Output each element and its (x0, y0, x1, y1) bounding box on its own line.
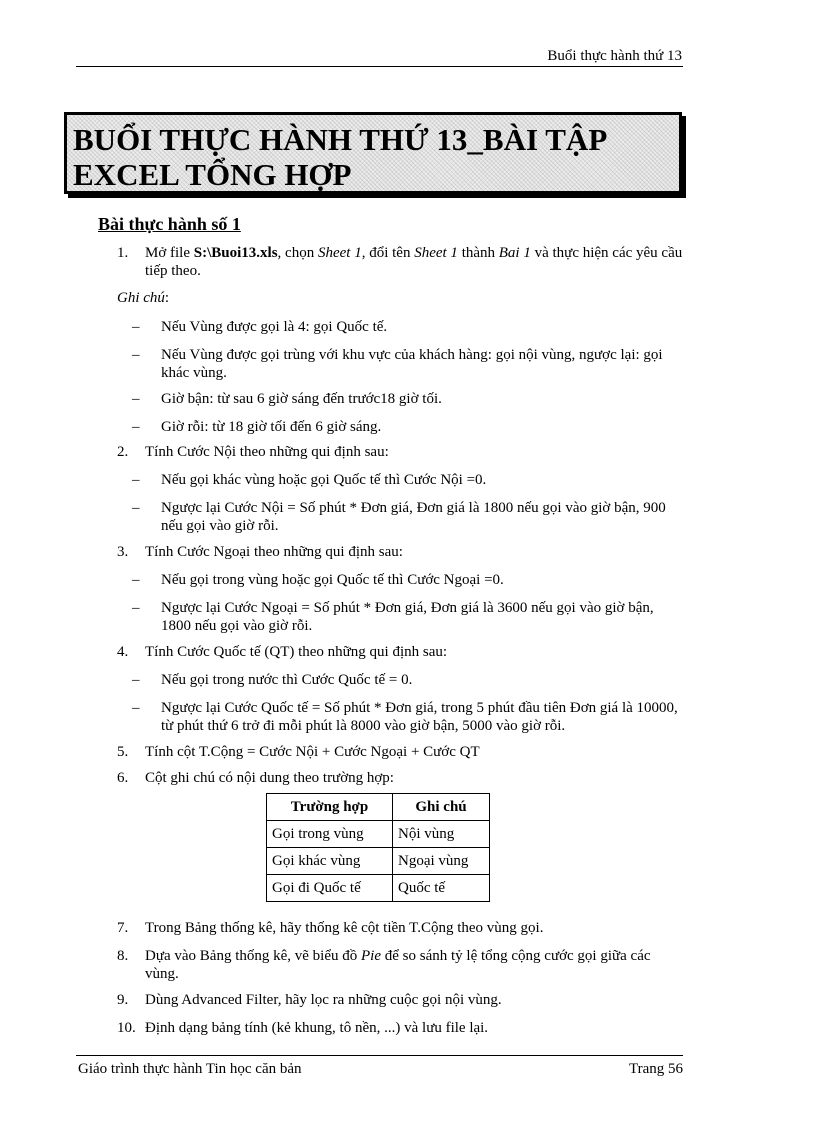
table-cell: Quốc tế (393, 875, 490, 902)
table-header-row (267, 794, 490, 821)
exercise-text: Mở file S:\Buoi13.xls, chọn Sheet 1, đổi tên Sheet 1 thành Bai 1 và thực hiện các yêu cầu tiếp theo. (145, 245, 683, 279)
table-cell: Gọi khác vùng (267, 848, 393, 875)
cases-table (266, 793, 490, 902)
exercise-number: 1. (117, 245, 129, 261)
table-cell: Ngoại vùng (393, 848, 490, 875)
table-cell: Gọi trong vùng (267, 821, 393, 848)
table-row (267, 821, 490, 848)
footer-title: Giáo trình thực hành Tin học căn bản (78, 1061, 302, 1077)
column-header: Ghi chú (393, 794, 490, 821)
table-cell: Gọi đi Quốc tế (267, 875, 393, 902)
header-rule (76, 66, 683, 67)
title-box (64, 112, 682, 194)
page-header: Buổi thực hành thứ 13 (547, 48, 682, 64)
footer-rule (76, 1055, 683, 1056)
column-header: Trường hợp (267, 794, 393, 821)
section-heading: Bài thực hành số 1 (98, 214, 241, 234)
title-line-2: EXCEL TỔNG HỢP (73, 157, 352, 192)
title-line-1: BUỔI THỰC HÀNH THỨ 13_BÀI TẬP (73, 122, 608, 157)
table-row (267, 875, 490, 902)
page-number: Trang 56 (628, 1061, 683, 1077)
table-row (267, 848, 490, 875)
table-cell: Nội vùng (393, 821, 490, 848)
